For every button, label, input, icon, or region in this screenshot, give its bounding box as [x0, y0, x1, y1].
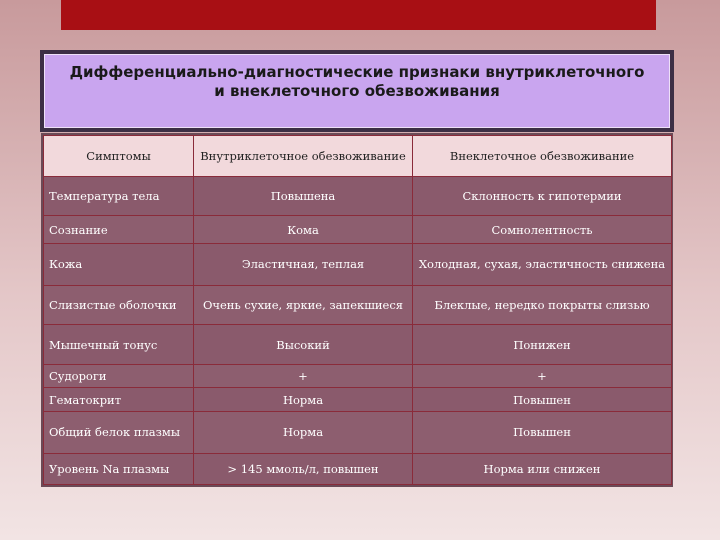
table-cell-extracellular: Норма или снижен: [413, 453, 672, 484]
table-cell-intracellular: Норма: [194, 388, 413, 412]
table-cell-extracellular: Холодная, сухая, эластичность снижена: [413, 243, 672, 285]
top-accent-bar: [61, 0, 656, 30]
table-cell-symptom: Гематокрит: [44, 388, 194, 412]
table-row: [44, 243, 672, 285]
table-cell-intracellular: > 145 ммоль/л, повышен: [194, 453, 413, 484]
table-row: [44, 325, 672, 364]
table-row: [44, 453, 672, 484]
table-cell-extracellular: Повышен: [413, 412, 672, 453]
table-cell-symptom: Судороги: [44, 364, 194, 387]
slide-title: Дифференциально-диагностические признаки внутриклеточного и внеклеточного обезвоживания: [69, 63, 645, 100]
title-box: [44, 54, 670, 128]
table-cell-intracellular: Повышена: [194, 177, 413, 216]
header-cell-extracellular: Внеклеточное обезвоживание: [413, 136, 672, 177]
comparison-table: [43, 135, 672, 485]
table-cell-extracellular: Понижен: [413, 325, 672, 364]
table-cell-extracellular: Склонность к гипотермии: [413, 177, 672, 216]
table-cell-intracellular: Высокий: [194, 325, 413, 364]
table-row: [44, 177, 672, 216]
table-cell-symptom: Уровень Na плазмы: [44, 453, 194, 484]
table-cell-intracellular: Норма: [194, 412, 413, 453]
header-cell-intracellular: Внутриклеточное обезвоживание: [194, 136, 413, 177]
table-header-row: [44, 136, 672, 177]
table-cell-intracellular: +: [194, 364, 413, 387]
comparison-table-wrapper: [41, 133, 673, 487]
table-cell-intracellular: Кома: [194, 216, 413, 243]
table-cell-intracellular: Эластичная, теплая: [194, 243, 413, 285]
table-cell-extracellular: Блеклые, нередко покрыты слизью: [413, 286, 672, 325]
table-cell-symptom: Слизистые оболочки: [44, 286, 194, 325]
table-cell-extracellular: +: [413, 364, 672, 387]
table-row: [44, 388, 672, 412]
table-cell-extracellular: Сомнолентность: [413, 216, 672, 243]
table-cell-extracellular: Повышен: [413, 388, 672, 412]
table-cell-symptom: Сознание: [44, 216, 194, 243]
table-cell-symptom: Общий белок плазмы: [44, 412, 194, 453]
table-row: [44, 364, 672, 387]
table-row: [44, 412, 672, 453]
table-cell-symptom: Мышечный тонус: [44, 325, 194, 364]
table-cell-symptom: Температура тела: [44, 177, 194, 216]
table-row: [44, 216, 672, 243]
table-cell-intracellular: Очень сухие, яркие, запекшиеся: [194, 286, 413, 325]
title-frame: [40, 50, 674, 132]
table-cell-symptom: Кожа: [44, 243, 194, 285]
header-cell-symptoms: Симптомы: [44, 136, 194, 177]
table-row: [44, 286, 672, 325]
